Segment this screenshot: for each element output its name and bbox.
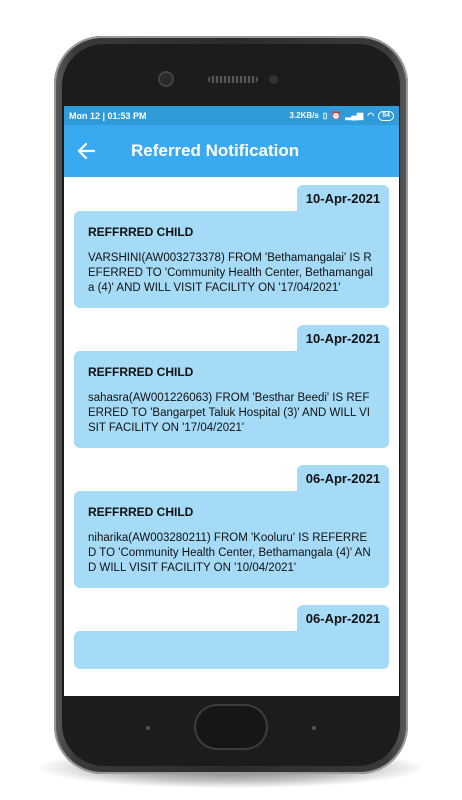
notification-header: REFFRRED CHILD [88,505,194,519]
front-camera [160,73,172,85]
vibrate-icon: ▯ [322,111,328,120]
notification-card[interactable] [74,325,389,448]
nav-dot-right [312,726,316,730]
notification-date: 06-Apr-2021 [297,605,389,631]
status-bar [64,106,399,125]
battery-icon: 54 [378,111,394,121]
app-bar [64,125,399,177]
phone-screen [64,106,399,696]
notification-header: REFFRRED CHILD [88,365,194,379]
nav-dot-left [146,726,150,730]
notification-bubble [74,211,389,308]
notification-date: 10-Apr-2021 [297,185,389,211]
net-speed: 3.2KB/s [289,111,319,120]
notification-card[interactable] [74,185,389,308]
arrow-back-icon [77,143,95,159]
back-button[interactable] [64,143,108,159]
alarm-icon: ⏰ [331,111,342,120]
notification-header: REFFRRED CHILD [88,225,194,239]
status-icons [290,111,395,121]
earpiece-speaker [208,76,258,83]
notification-bubble [74,491,389,588]
proximity-sensor [269,75,278,84]
notification-message: VARSHINI(AW003273378) FROM 'Bethamangalai' IS REFERRED TO 'Community Health Center, Bethamangala (4)' AND WILL VISIT FACILITY ON '17/04/2021' [88,252,373,294]
notification-date: 06-Apr-2021 [297,465,389,491]
notification-bubble [74,351,389,448]
wifi-icon: ◠ [367,111,375,120]
home-button[interactable] [196,706,266,748]
signal-icon: ▂▄▆ [345,111,364,120]
notification-message: niharika(AW003280211) FROM 'Kooluru' IS REFERRED TO 'Community Health Center, Bethamangala (4)' AND WILL VISIT FACILITY ON '10/04/2021' [88,532,371,574]
notification-message: sahasra(AW001226063) FROM 'Besthar Beedi' IS REFERRED TO 'Bangarpet Taluk Hospital (3)' AND WILL VISIT FACILITY ON '17/04/2021' [88,392,370,434]
notification-list[interactable] [64,177,399,696]
notification-date: 10-Apr-2021 [297,325,389,351]
notification-bubble [74,631,389,669]
page-title: Referred Notification [131,141,300,160]
status-datetime: Mon 12 | 01:53 PM [69,110,147,121]
notification-card[interactable] [74,465,389,588]
notification-card[interactable] [74,605,389,669]
